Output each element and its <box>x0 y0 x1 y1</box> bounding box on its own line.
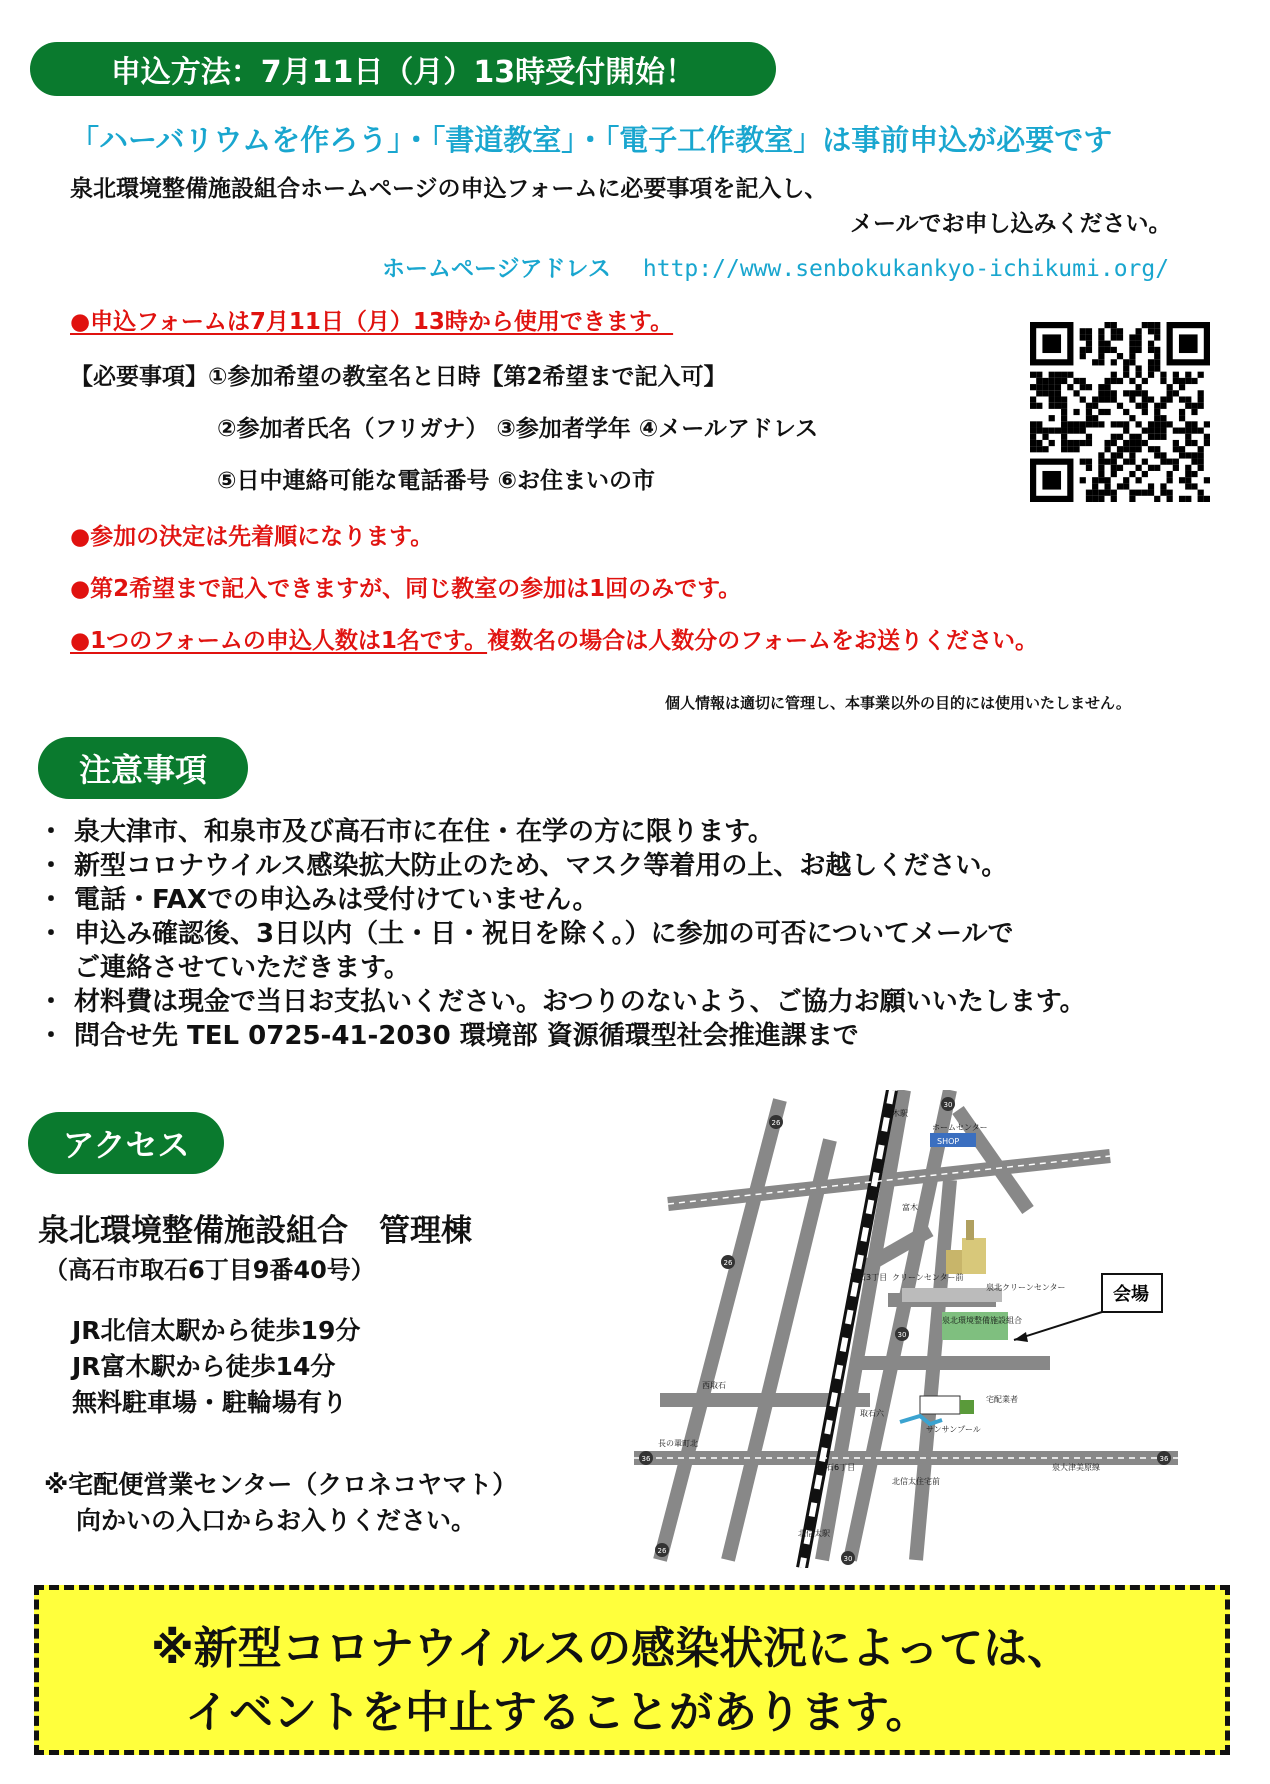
form-available-note: ●申込フォームは7月11日（月）13時から使用できます。 <box>70 309 674 335</box>
svg-text:サンサンプール: サンサンプール <box>926 1425 981 1434</box>
rule-one-person <box>70 622 1038 655</box>
required-items-1: 【必要事項】①参加希望の教室名と日時【第2希望まで記入可】 <box>70 364 727 390</box>
svg-text:取石3丁目: 取石3丁目 <box>850 1273 888 1282</box>
required-items-3: ⑤日中連絡可能な電話番号 ⑥お住まいの市 <box>217 468 655 494</box>
svg-text:北信太駅: 北信太駅 <box>798 1529 830 1538</box>
notes-heading <box>38 737 248 799</box>
rule-first-come: ●参加の決定は先着順になります。 <box>70 524 434 550</box>
svg-text:26: 26 <box>723 1259 733 1267</box>
list-item: ・ 材料費は現金で当日お支払いください。おつりのないよう、ご協力お願いいたします。 <box>38 987 1086 1017</box>
banner-line-2: イベントを中止することがあります。 <box>185 1687 930 1738</box>
list-item: ・ 新型コロナウイルス感染拡大防止のため、マスク等着用の上、お越しください。 <box>38 851 1008 881</box>
svg-text:ホームセンター: ホームセンター <box>932 1123 988 1132</box>
rule-second-choice: ●第2希望まで記入できますが、同じ教室の参加は1回のみです。 <box>70 576 742 602</box>
qr-code[interactable] <box>1030 322 1210 502</box>
svg-text:30: 30 <box>943 1101 953 1109</box>
notes-heading-text: 注意事項 <box>78 751 207 789</box>
svg-text:30: 30 <box>897 1331 907 1339</box>
list-item: ・ 申込み確認後、3日以内（土・日・祝日を除く。）に参加の可否についてメールで <box>38 919 1014 949</box>
svg-text:泉大津美原線: 泉大津美原線 <box>1052 1463 1100 1472</box>
truck-icon <box>920 1396 960 1414</box>
list-item: ・ 電話・FAXでの申込みは受付けていません。 <box>38 885 599 915</box>
rule-one-person-b: 複数名の場合は人数分のフォームをお送りください。 <box>487 628 1038 654</box>
preregistration-notice: 「ハーバリウムを作ろう」・「書道教室」・「電子工作教室」は事前申込が必要です <box>70 123 1113 157</box>
svg-text:取石六: 取石六 <box>860 1409 884 1418</box>
route-kitashinoda: JR北信太駅から徒歩19分 <box>72 1316 361 1345</box>
clean-center-icon <box>946 1250 962 1274</box>
entrance-note-2: 向かいの入口からお入りください。 <box>76 1506 477 1535</box>
svg-text:26: 26 <box>771 1119 781 1127</box>
instruction-line-2: メールでお申し込みください。 <box>850 211 1172 237</box>
svg-text:26: 26 <box>657 1547 667 1555</box>
list-item: ・ 泉大津市、和泉市及び高石市に在住・在学の方に限ります。 <box>38 817 774 847</box>
list-item-continued: ご連絡させていただきます。 <box>74 953 410 983</box>
route-tomiki: JR富木駅から徒歩14分 <box>72 1352 336 1381</box>
facility-name: 泉北環境整備施設組合 管理棟 <box>38 1213 472 1249</box>
svg-text:富木: 富木 <box>902 1203 918 1212</box>
svg-text:長の輩町北: 長の輩町北 <box>658 1439 698 1448</box>
svg-text:富木駅: 富木駅 <box>884 1109 908 1118</box>
homepage-url-link[interactable]: http://www.senbokukankyo-ichikumi.org/ <box>642 256 1170 282</box>
svg-text:宅配業者: 宅配業者 <box>986 1395 1018 1404</box>
access-map[interactable] <box>630 1090 1180 1568</box>
svg-text:会場: 会場 <box>1113 1284 1149 1305</box>
homepage-label: ホームページアドレス <box>382 256 611 282</box>
required-items-2: ②参加者氏名（フリガナ） ③参加者学年 ④メールアドレス <box>217 416 819 442</box>
entrance-note-1: ※宅配便営業センター（クロネコヤマト） <box>44 1470 518 1499</box>
instruction-line-1: 泉北環境整備施設組合ホームページの申込フォームに必要事項を記入し、 <box>70 176 828 202</box>
list-item: ・ 問合せ先 TEL 0725-41-2030 環境部 資源循環型社会推進課まで <box>38 1021 859 1051</box>
facility-address: （高石市取石6丁目9番40号） <box>44 1256 375 1284</box>
access-heading-text: アクセス <box>62 1126 190 1164</box>
parking-info: 無料駐車場・駐輪場有り <box>72 1388 348 1417</box>
svg-text:北信太住宅前: 北信太住宅前 <box>892 1477 940 1486</box>
svg-text:36: 36 <box>1159 1455 1169 1463</box>
rule-one-person-a: ●1つのフォームの申込人数は1名です。 <box>70 628 488 654</box>
apply-heading-text: 申込方法：7月11日（月）13時受付開始！ <box>110 55 696 90</box>
privacy-note: 個人情報は適切に管理し、本事業以外の目的には使用いたしません。 <box>665 694 1131 712</box>
svg-text:36: 36 <box>641 1455 651 1463</box>
notes-list <box>38 815 1086 1053</box>
homepage-address <box>382 250 1169 283</box>
banner-line-1: ※新型コロナウイルスの感染状況によっては、 <box>151 1623 1072 1674</box>
svg-text:30: 30 <box>843 1555 853 1563</box>
cancellation-banner <box>34 1585 1230 1755</box>
apply-heading <box>30 42 776 96</box>
svg-text:泉北環境整備施設組合: 泉北環境整備施設組合 <box>942 1316 1022 1325</box>
svg-text:クリーンセンター前: クリーンセンター前 <box>892 1273 964 1282</box>
access-heading <box>28 1112 224 1174</box>
svg-text:SHOP: SHOP <box>937 1137 960 1146</box>
svg-text:泉北クリーンセンター: 泉北クリーンセンター <box>986 1283 1066 1292</box>
svg-text:西取石: 西取石 <box>702 1381 726 1390</box>
svg-text:取石6丁目: 取石6丁目 <box>818 1463 856 1472</box>
